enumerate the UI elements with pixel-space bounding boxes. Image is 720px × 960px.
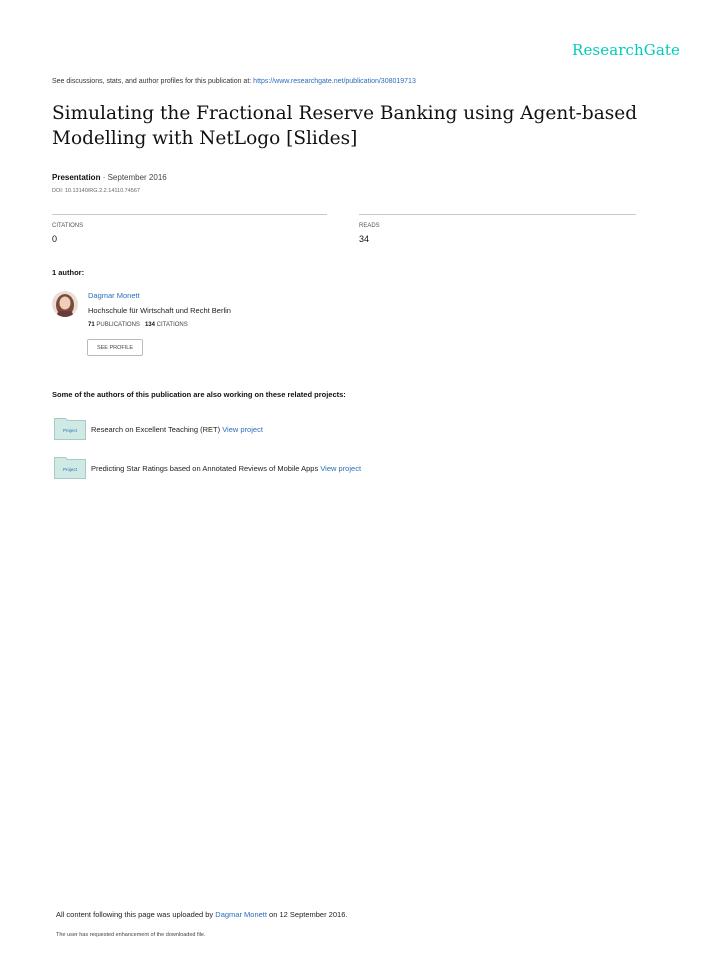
publication-doi: DOI: 10.13140/RG.2.2.14110.74567 [52, 188, 140, 194]
projects-heading: Some of the authors of this publication are also working on these related projects: [52, 390, 346, 399]
project-folder-icon[interactable] [54, 455, 86, 484]
upload-notice [56, 910, 347, 919]
enhancement-notice: The user has requested enhancement of the downloaded file. [56, 932, 206, 938]
project-title: Predicting Star Ratings based on Annotated Reviews of Mobile Apps [91, 464, 321, 473]
citations-label: CITATIONS [52, 223, 84, 229]
citations-divider [52, 214, 327, 215]
authors-heading: 1 author: [52, 268, 85, 277]
reads-divider [359, 214, 636, 215]
publication-type: Presentation [52, 173, 101, 182]
publication-url-link[interactable]: https://www.researchgate.net/publication/308019713 [253, 78, 416, 85]
uploader-link[interactable]: Dagmar Monett [215, 910, 267, 919]
upload-suffix: on 12 September 2016. [266, 910, 348, 919]
project-item [91, 464, 361, 473]
view-project-link[interactable]: View project [320, 464, 362, 473]
author-institution: Hochschule für Wirtschaft und Recht Berlin [88, 306, 231, 315]
upload-prefix: All content following this page was uploaded by [56, 910, 216, 919]
project-title: Research on Excellent Teaching (RET) [91, 425, 223, 434]
project-icon-label: Project [62, 428, 78, 433]
author-name-link[interactable]: Dagmar Monett [88, 291, 140, 300]
see-profile-button[interactable]: SEE PROFILE [87, 339, 143, 356]
avatar-photo-icon [52, 291, 78, 317]
discussion-text: See discussions, stats, and author profiles for this publication at: [52, 78, 254, 85]
author-citations-label: CITATIONS [156, 322, 188, 328]
publication-date: · September 2016 [100, 173, 167, 182]
author-stats [88, 322, 188, 328]
author-publications-count: 71 [88, 322, 95, 328]
author-citations-count: 134 [144, 322, 155, 328]
reads-value: 34 [359, 234, 370, 244]
view-project-link[interactable]: View project [222, 425, 263, 434]
publication-meta [52, 173, 167, 182]
project-folder-icon[interactable] [54, 416, 86, 445]
project-icon-label: Project [62, 467, 78, 472]
project-item [91, 425, 263, 434]
researchgate-logo[interactable]: ResearchGate [572, 41, 680, 59]
publication-title: Simulating the Fractional Reserve Banking using Agent-based Modelling with NetLogo [Slides] [52, 103, 638, 149]
author-avatar[interactable] [52, 291, 78, 317]
author-publications-label: PUBLICATIONS [96, 322, 140, 328]
reads-label: READS [359, 223, 380, 229]
citations-value: 0 [52, 234, 58, 244]
discussion-line [52, 78, 416, 85]
